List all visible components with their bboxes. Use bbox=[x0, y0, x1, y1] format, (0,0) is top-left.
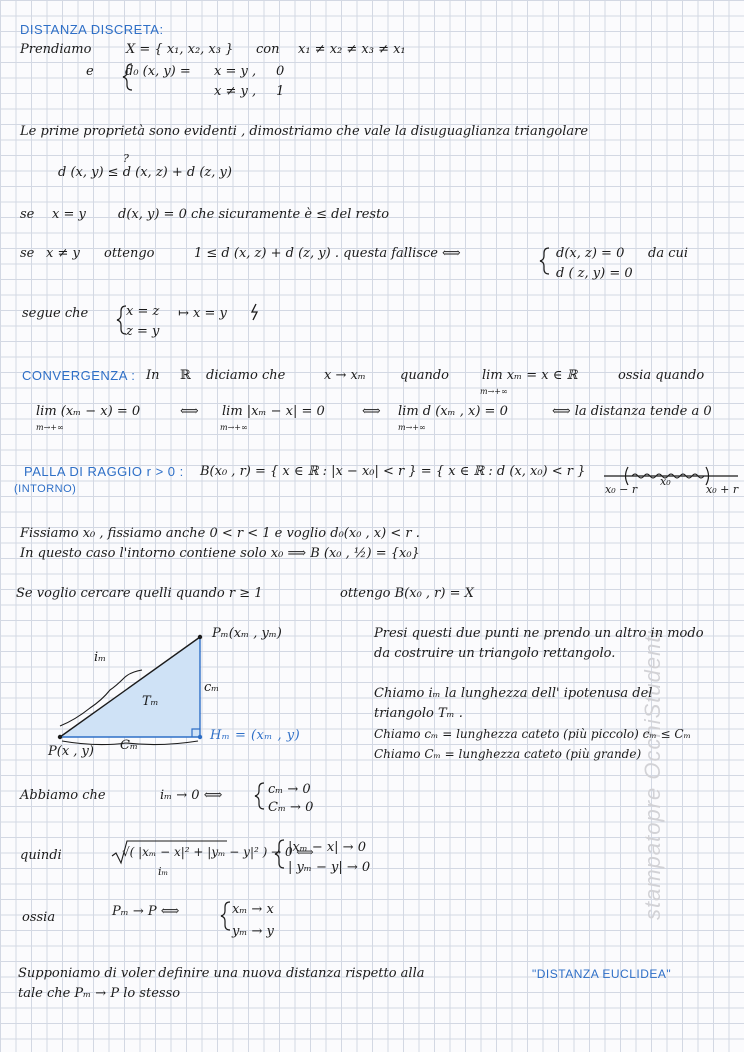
formula: | yₘ − y| → 0 bbox=[288, 860, 371, 875]
limit-subscript: m→+∞ bbox=[36, 423, 64, 432]
text: se bbox=[20, 246, 35, 261]
text: quando bbox=[400, 368, 449, 383]
formula: yₘ → y bbox=[232, 924, 274, 939]
text: Abbiamo che bbox=[20, 788, 106, 803]
formula: x = y bbox=[52, 207, 86, 222]
brace-segue bbox=[117, 306, 126, 334]
formula: z = y bbox=[126, 324, 160, 339]
formula: ℝ bbox=[180, 368, 191, 383]
formula: x ≠ y , bbox=[214, 84, 257, 99]
explain-line: triangolo Tₘ . bbox=[374, 706, 463, 721]
limit-subscript: m→+∞ bbox=[398, 423, 426, 432]
paragraph: In questo caso l'intorno contiene solo x₀ ⟹ B (x₀ , ½) = {x₀} bbox=[20, 546, 420, 561]
limit-subscript: m→+∞ bbox=[480, 387, 508, 396]
point-p bbox=[58, 735, 62, 739]
text: Prendiamo bbox=[20, 42, 92, 57]
paragraph: tale che Pₘ → P lo stesso bbox=[18, 986, 181, 1001]
label-pm: Pₘ(xₘ , yₘ) bbox=[212, 626, 282, 641]
formula: x = z bbox=[126, 304, 160, 319]
highlight-euclidean: "DISTANZA EUCLIDEA" bbox=[532, 967, 672, 981]
formula: B(x₀ , r) = { x ∈ ℝ : |x − x₀| < r } = { x ∈ ℝ : d (x, x₀) < r } bbox=[200, 464, 586, 479]
explain-line: da costruire un triangolo rettangolo. bbox=[374, 646, 616, 661]
explain-line: Chiamo Cₘ = lunghezza cateto (più grande) bbox=[374, 747, 642, 761]
label-hypotenuse: iₘ bbox=[94, 650, 107, 665]
text: diciamo che bbox=[206, 368, 286, 383]
formula: ⟺ bbox=[362, 404, 381, 419]
section-title-palla: PALLA DI RAGGIO r > 0 : bbox=[24, 464, 184, 479]
paragraph: Supponiamo di voler definire una nuova distanza rispetto alla bbox=[18, 966, 425, 981]
section-subtitle-intorno: (INTORNO) bbox=[14, 483, 77, 495]
label-vertical-leg: cₘ bbox=[204, 680, 220, 695]
formula: d (x, y) ≤ d (x, z) + d (z, y) bbox=[58, 165, 232, 180]
text: ossia quando bbox=[618, 368, 705, 383]
formula: lim (xₘ − x) = 0 bbox=[36, 404, 141, 419]
point-pm bbox=[198, 635, 202, 639]
formula: lim d (xₘ , x) = 0 bbox=[398, 404, 508, 419]
formula: d₀ (x, y) = bbox=[125, 64, 191, 79]
formula: x → xₘ bbox=[324, 368, 366, 383]
text: segue che bbox=[22, 306, 89, 321]
axis-label: x₀ − r bbox=[605, 483, 638, 496]
brace-ossia bbox=[221, 902, 230, 930]
paragraph: Se voglio cercare quelli quando r ≥ 1 bbox=[16, 586, 263, 601]
question-mark: ? bbox=[123, 152, 129, 165]
formula: x = y , bbox=[214, 64, 257, 79]
axis-label: x₀ + r bbox=[706, 483, 739, 496]
text: ossia bbox=[22, 910, 56, 925]
explain-line: Chiamo cₘ = lunghezza cateto (più piccolo) cₘ ≤ Cₘ bbox=[374, 727, 691, 741]
formula: Pₘ → P ⟺ bbox=[112, 904, 180, 919]
formula: |xₘ − x| → 0 bbox=[288, 840, 366, 855]
text: e bbox=[86, 64, 94, 79]
watermark: stampatopre OcchiStudenti bbox=[640, 629, 665, 920]
formula: ottengo B(x₀ , r) = X bbox=[340, 586, 474, 601]
text: ottengo bbox=[104, 246, 155, 261]
label-area: Tₘ bbox=[142, 694, 159, 709]
formula: d(x, z) = 0 bbox=[556, 246, 625, 261]
label-horizontal-leg: Cₘ bbox=[120, 738, 138, 753]
point-hm bbox=[198, 735, 202, 739]
paragraph: Fissiamo x₀ , fissiamo anche 0 < r < 1 e voglio d₀(x₀ , x) < r . bbox=[20, 526, 420, 541]
formula: Cₘ → 0 bbox=[268, 800, 314, 815]
paragraph: Le prime proprietà sono evidenti , dimostriamo che vale la disuguaglianza triangolare bbox=[20, 124, 589, 139]
brace-fallisce bbox=[540, 248, 549, 274]
formula: √( |xₘ − x|² + |yₘ − y|² ) → 0 ⟺ bbox=[122, 845, 314, 859]
formula: X = { x₁, x₂, x₃ } bbox=[126, 42, 234, 57]
formula: lim xₘ = x ∈ ℝ bbox=[482, 368, 578, 383]
section-title-discreta: DISTANZA DISCRETA: bbox=[20, 22, 164, 37]
formula: x₁ ≠ x₂ ≠ x₃ ≠ x₁ bbox=[298, 42, 406, 57]
brace-abbiamo bbox=[255, 783, 264, 809]
formula: d ( z, y) = 0 bbox=[556, 266, 633, 281]
formula: iₘ → 0 ⟺ bbox=[160, 788, 223, 803]
formula: ⟺ bbox=[180, 404, 199, 419]
formula: 1 bbox=[276, 84, 285, 99]
label-p: P(x , y) bbox=[48, 744, 94, 759]
text: da cui bbox=[648, 246, 689, 261]
formula: ↦ x = y bbox=[178, 306, 227, 321]
formula: iₘ bbox=[158, 865, 169, 878]
formula: 1 ≤ d (x, z) + d (z, y) . questa fallisce ⟺ bbox=[194, 246, 461, 261]
formula: xₘ → x bbox=[232, 902, 274, 917]
formula: cₘ → 0 bbox=[268, 782, 311, 797]
contradiction-mark bbox=[252, 304, 257, 320]
section-title-convergenza: CONVERGENZA : bbox=[22, 368, 136, 383]
formula: lim |xₘ − x| = 0 bbox=[222, 404, 325, 419]
formula: ⟺ la distanza tende a 0 bbox=[552, 404, 712, 419]
label-hm: Hₘ = (xₘ , y) bbox=[210, 728, 301, 743]
text: quindi bbox=[20, 848, 62, 863]
paragraph: d(x, y) = 0 che sicuramente è ≤ del resto bbox=[118, 207, 390, 222]
formula: 0 bbox=[276, 64, 285, 79]
axis-label: x₀ bbox=[660, 475, 671, 488]
explain-line: Presi questi due punti ne prendo un altro in modo bbox=[374, 626, 704, 641]
text: con bbox=[256, 42, 280, 57]
text: In bbox=[146, 368, 160, 383]
text: se bbox=[20, 207, 35, 222]
limit-subscript: m→+∞ bbox=[220, 423, 248, 432]
formula: x ≠ y bbox=[46, 246, 80, 261]
explain-line: Chiamo iₘ la lunghezza dell' ipotenusa del bbox=[374, 686, 653, 701]
